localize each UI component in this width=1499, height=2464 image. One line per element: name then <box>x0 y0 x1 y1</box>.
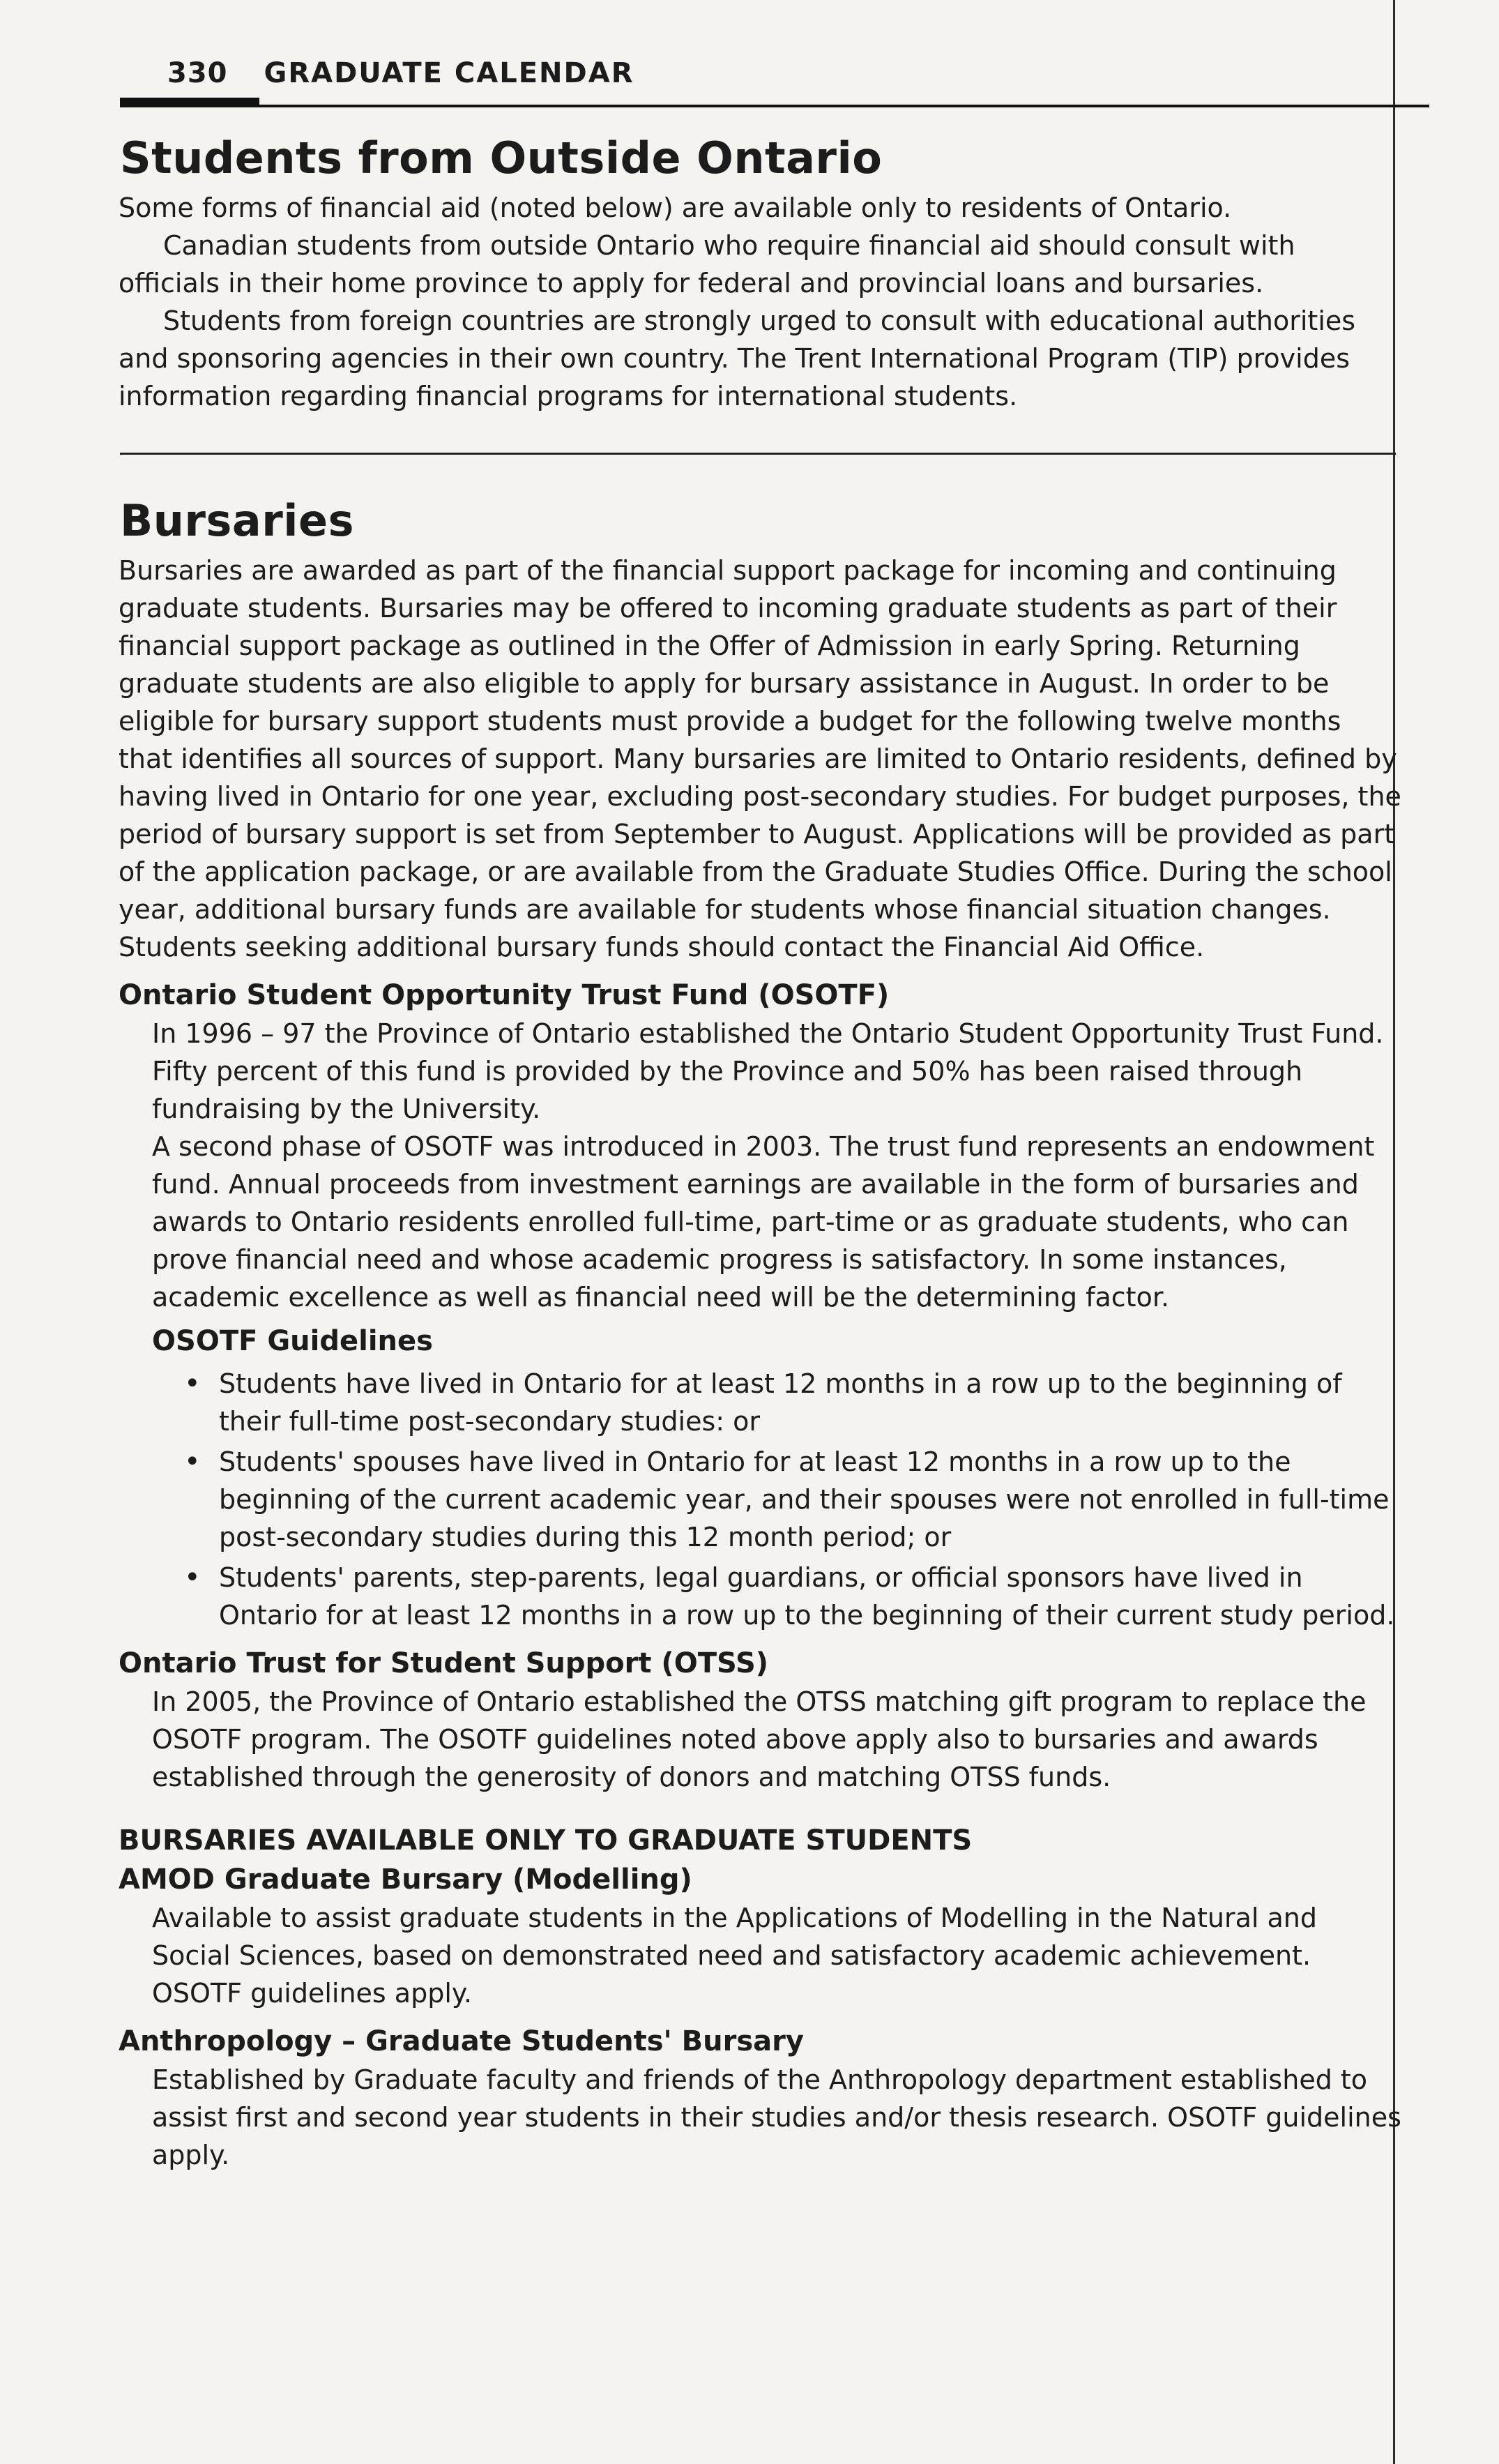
osotf-paragraph-1: In 1996 – 97 the Province of Ontario established the Ontario Student Opportunity Trust Fund. Fifty percent of this fund is provided by the Province and 50% has been raised through fundraising by the University. <box>152 1018 1384 1124</box>
page-number: 330 <box>167 57 228 89</box>
running-title: GRADUATE CALENDAR <box>264 57 634 89</box>
otss-body <box>152 1683 1401 1796</box>
bullet-icon: • <box>184 1446 201 1478</box>
osotf-guidelines-list <box>119 1365 1401 1634</box>
osotf-heading: Ontario Student Opportunity Trust Fund (OSOTF) <box>119 979 890 1011</box>
running-header <box>167 57 634 96</box>
outside-ontario-paragraph-1: Some forms of financial aid (noted below) are available only to residents of Ontario. <box>119 192 1232 223</box>
osotf-guidelines-heading: OSOTF Guidelines <box>152 1325 433 1357</box>
bursaries-intro: Bursaries are awarded as part of the financial support package for incoming and continuing graduate students. Bursaries may be offered to incoming graduate students as part of their financial support package as outlined in the Offer of Admission in early Spring. Returning graduate students are also eligible to apply for bursary assistance in August. In order to be eligible for bursary support students must provide a budget for the following twelve months that identifies all sources of support. Many bursaries are limited to Ontario residents, defined by having lived in Ontario for one year, excluding post-secondary studies. For budget purposes, the period of bursary support is set from September to August. Applications will be provided as part of the application package, or are available from the Graduate Studies Office. During the school year, additional bursary funds are available for students whose financial situation changes. Students seeking additional bursary funds should contact the Financial Aid Office. <box>119 555 1401 962</box>
amod-body <box>152 1899 1401 2012</box>
amod-heading: AMOD Graduate Bursary (Modelling) <box>119 1864 692 1896</box>
anthropology-paragraph: Established by Graduate faculty and friends of the Anthropology department established to assist first and second year students in their studies and/or thesis research. OSOTF guidelines apply. <box>152 2064 1401 2170</box>
guideline-text: Students' parents, step-parents, legal guardians, or official sponsors have lived in Ontario for at least 12 months in a row up to the beginning of their current study period. <box>219 1562 1395 1631</box>
list-item <box>119 1365 1401 1440</box>
outside-ontario-paragraph-3: Students from foreign countries are strongly urged to consult with educational authorities and sponsoring agencies in their own country. The Trent International Program (TIP) provides information regarding financial programs for international students. <box>119 305 1356 411</box>
header-rule-accent <box>120 98 259 107</box>
anthropology-body <box>152 2061 1401 2174</box>
graduate-only-heading: BURSARIES AVAILABLE ONLY TO GRADUATE STUDENTS <box>119 1824 973 1857</box>
section-title-outside-ontario: Students from Outside Ontario <box>120 133 883 183</box>
osotf-paragraph-2: A second phase of OSOTF was introduced in 2003. The trust fund represents an endowment fund. Annual proceeds from investment earnings are available in the form of bursaries and awards to Ontario residents enrolled full-time, part-time or as graduate students, who can prove financial need and whose academic progress is satisfactory. In some instances, academic excellence as well as financial need will be the determining factor. <box>152 1131 1375 1313</box>
guideline-text: Students have lived in Ontario for at least 12 months in a row up to the beginning of their full-time post-secondary studies: or <box>219 1368 1342 1437</box>
header-rule <box>120 105 1429 107</box>
list-item <box>119 1559 1401 1634</box>
bullet-icon: • <box>184 1368 201 1400</box>
guideline-text: Students' spouses have lived in Ontario for at least 12 months in a row up to the beginning of the current academic year, and their spouses were not enrolled in full-time post-secondary studies during this 12 month period; or <box>219 1446 1390 1552</box>
page-content <box>119 133 1401 2174</box>
list-item <box>119 1443 1401 1556</box>
osotf-body <box>152 1015 1401 1316</box>
amod-paragraph: Available to assist graduate students in the Applications of Modelling in the Natural and Social Sciences, based on demonstrated need and satisfactory academic achievement. OSOTF guidelines apply. <box>152 1903 1317 2009</box>
otss-paragraph: In 2005, the Province of Ontario established the OTSS matching gift program to replace the OSOTF program. The OSOTF guidelines noted above apply also to bursaries and awards established through the generosity of donors and matching OTSS funds. <box>152 1686 1367 1792</box>
outside-ontario-paragraph-2: Canadian students from outside Ontario who require financial aid should consult with officials in their home province to apply for federal and provincial loans and bursaries. <box>119 230 1295 298</box>
otss-heading: Ontario Trust for Student Support (OTSS) <box>119 1647 769 1679</box>
section-divider <box>120 453 1396 455</box>
anthropology-heading: Anthropology – Graduate Students' Bursary <box>119 2025 804 2057</box>
bullet-icon: • <box>184 1562 201 1594</box>
section-title-bursaries: Bursaries <box>120 495 354 546</box>
